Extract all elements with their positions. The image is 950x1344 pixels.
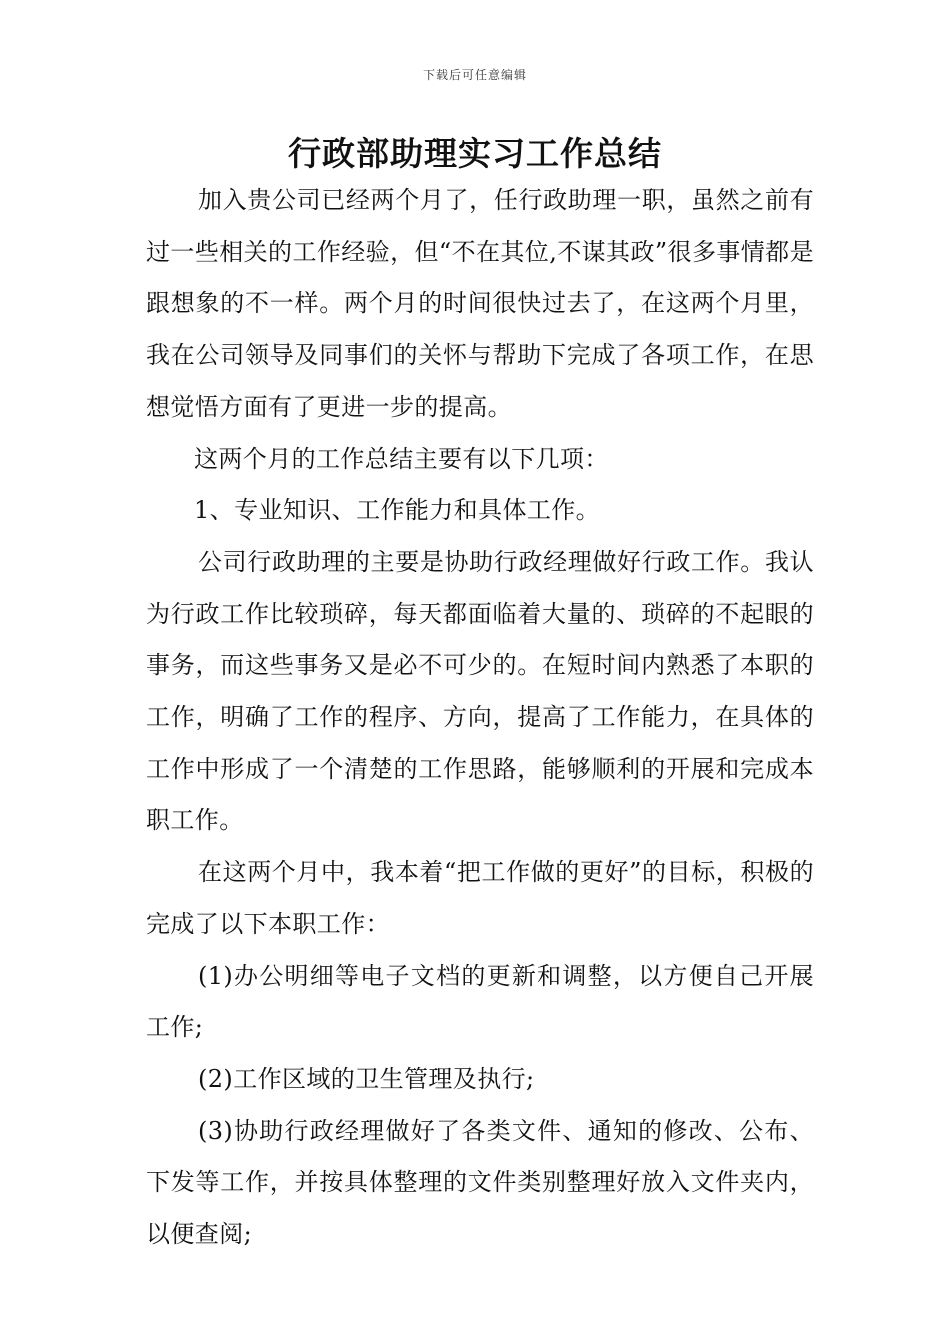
paragraph-summary-lead: 这两个月的工作总结主要有以下几项： (194, 444, 609, 473)
list-item-3: (3)协助行政经理做好了各类文件、通知的修改、公布、下发等工作，并按具体整理的文件类别整理好放入文件夹内，以便查阅; (146, 1116, 814, 1249)
paragraph-goals: 在这两个月中，我本着“把工作做的更好”的目标，积极的完成了以下本职工作： (146, 858, 814, 938)
document-body (146, 175, 814, 1261)
paragraph-intro: 加入贵公司已经两个月了，任行政助理一职，虽然之前有过一些相关的工作经验，但“不在其位,不谋其政”很多事情都是跟想象的不一样。两个月的时间很快过去了，在这两个月里，我在公司领导及同事们的关怀与帮助下完成了各项工作，在思想觉悟方面有了更进一步的提高。 (146, 186, 814, 421)
list-item-2: (2)工作区域的卫生管理及执行; (198, 1064, 535, 1093)
document-title: 行政部助理实习工作总结 (288, 134, 662, 173)
list-item-1: (1)办公明细等电子文档的更新和调整，以方便自己开展工作; (146, 961, 814, 1042)
paragraph-section-1-heading: 1、专业知识、工作能力和具体工作。 (194, 496, 601, 525)
paragraph-role-description: 公司行政助理的主要是协助行政经理做好行政工作。我认为行政工作比较琐碎，每天都面临着大量的、琐碎的不起眼的事务，而这些事务又是必不可少的。在短时间内熟悉了本职的工作，明确了工作的程序、方向，提高了工作能力，在具体的工作中形成了一个清楚的工作思路，能够顺利的开展和完成本职工作。 (146, 547, 814, 835)
header-note: 下载后可任意编辑 (422, 68, 527, 82)
